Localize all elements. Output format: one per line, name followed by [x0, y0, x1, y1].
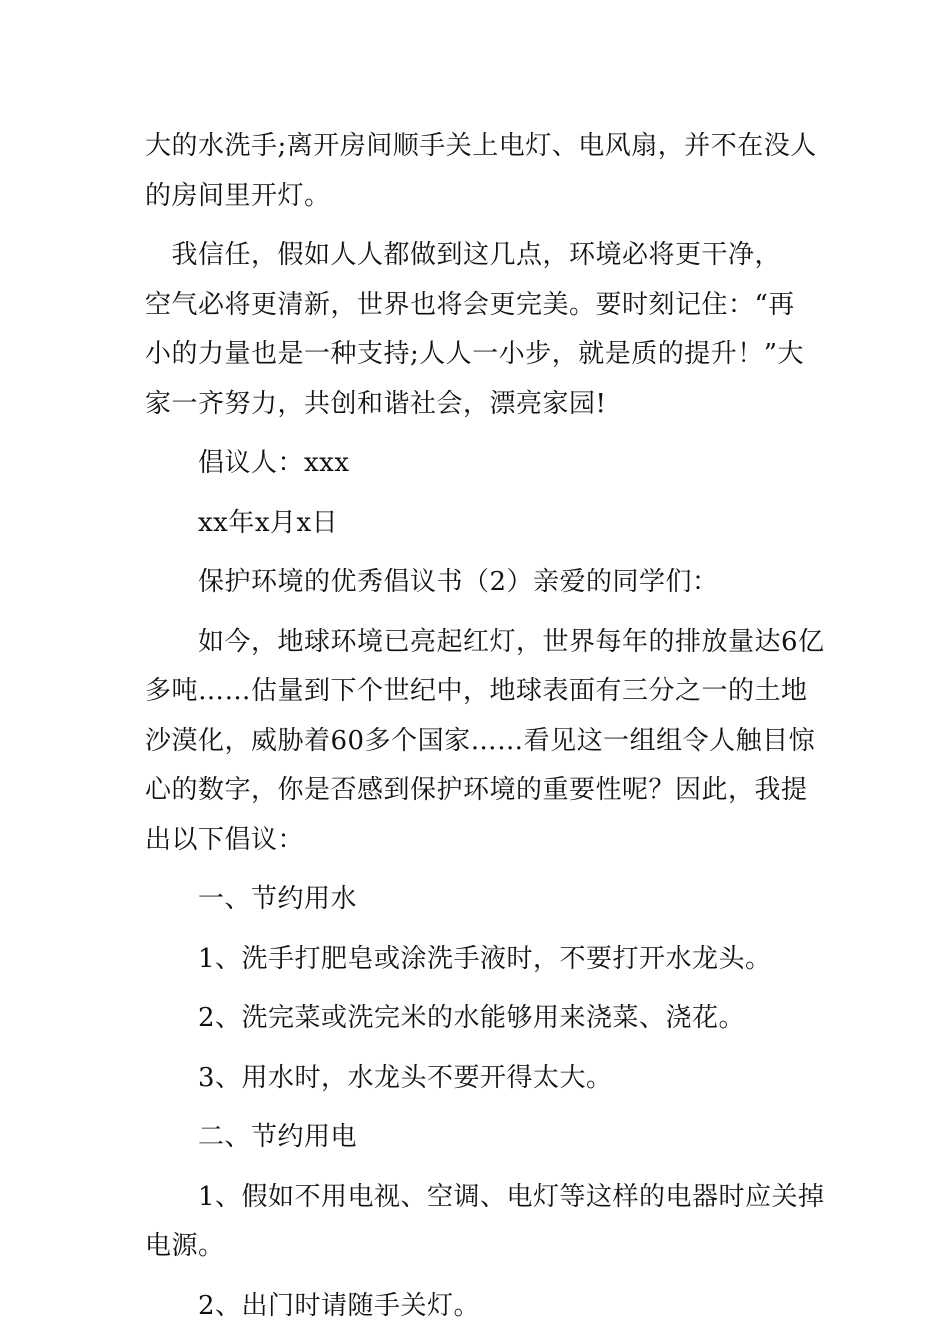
text-line: 保护环境的优秀倡议书（2）亲爱的同学们：: [145, 567, 719, 597]
list-item-electric-1: [145, 1173, 825, 1272]
text-line: 如今，地球环境已亮起红灯，世界每年的排放量达6亿: [145, 626, 825, 657]
text-line: 2、洗完菜或洗完米的水能够用来浇菜、浇花。: [145, 1003, 746, 1033]
text-line: 空气必将更清新，世界也将会更完美。要时刻记住：“再: [145, 289, 795, 320]
paragraph-conclusion: [145, 231, 810, 429]
document-body: [145, 122, 825, 1331]
text-line: 多吨……估量到下个世纪中，地球表面有三分之一的土地: [145, 676, 808, 706]
text-line: 1、假如不用电视、空调、电灯等这样的电器时应关掉: [145, 1181, 825, 1212]
text-line: 倡议人：xxx: [145, 448, 350, 478]
text-line: 1、洗手打肥皂或涂洗手液时，不要打开水龙头。: [145, 943, 772, 974]
heading-save-electricity: [145, 1113, 810, 1163]
text-line: 大的水洗手;离开房间顺手关上电灯、电风扇，并不在没人: [145, 131, 817, 161]
paragraph-water-electric-saving-end: [145, 122, 817, 221]
section-title-2: [145, 558, 810, 608]
text-line: 电源。: [145, 1231, 225, 1261]
text-line: 家一齐努力，共创和谐社会，漂亮家园!: [145, 388, 607, 419]
list-item-water-1: [145, 935, 810, 985]
proposer-line: [145, 439, 810, 489]
heading-save-water: [145, 875, 810, 925]
list-item-water-3: [145, 1054, 810, 1104]
date-line: [145, 499, 810, 549]
text-line: 2、出门时请随手关灯。: [145, 1290, 481, 1321]
text-line: 3、用水时，水龙头不要开得太大。: [145, 1062, 613, 1093]
text-line: 的房间里开灯。: [145, 180, 331, 211]
text-line: 心的数字，你是否感到保护环境的重要性呢？因此，我提: [145, 775, 808, 805]
text-line: xx年x月x日: [145, 507, 339, 538]
text-line: 二、节约用电: [145, 1122, 358, 1152]
text-line: 出以下倡议：: [145, 824, 305, 855]
paragraph-intro: [145, 618, 825, 866]
text-line: 一、节约用水: [145, 884, 358, 914]
list-item-electric-2: [145, 1282, 810, 1332]
text-line: 沙漠化，威胁着60多个国家……看见这一组组令人触目惊: [145, 725, 816, 756]
text-line: 小的力量也是一种支持;人人一小步，就是质的提升！”大: [145, 339, 805, 369]
list-item-water-2: [145, 994, 810, 1044]
text-line: 我信任，假如人人都做到这几点，环境必将更干净，: [145, 240, 782, 270]
